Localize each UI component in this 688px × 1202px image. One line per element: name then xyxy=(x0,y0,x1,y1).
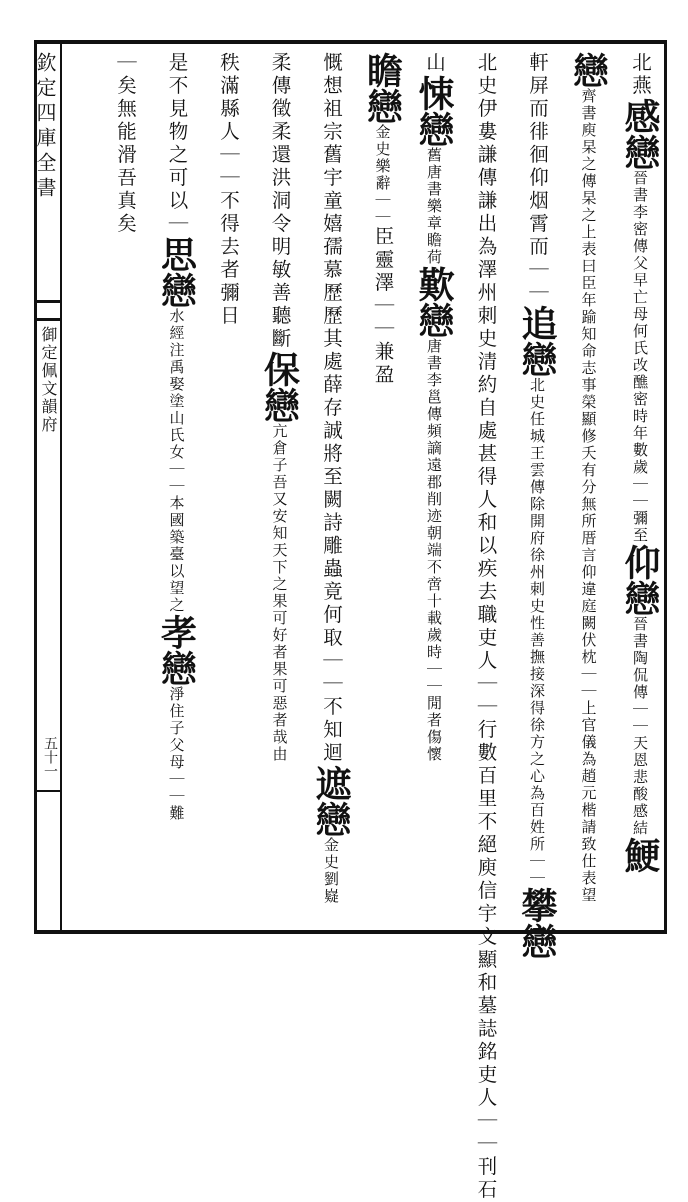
entry-citation: 晉書陶侃傳｜｜天恩悲酸感結 xyxy=(631,616,649,837)
folio-number: 五十一 xyxy=(42,736,58,778)
entry-heading: 思戀 xyxy=(155,236,198,308)
entry-heading: 攀戀 xyxy=(516,887,558,959)
entry-citation: 舊唐書樂章瞻荷 xyxy=(425,147,443,266)
entry-heading: 歎戀 xyxy=(413,266,455,338)
text-column xyxy=(155,52,198,924)
entry-heading: 仰戀 xyxy=(619,544,661,616)
entry-citation: 水經注禹娶塗山氏女｜｜本國築臺以望之 xyxy=(167,308,186,614)
entry-citation: 齊書庾杲之傳杲之上表曰臣年踰知命志事榮顯修夭有分無所厝言仰違庭闕伏枕｜｜上官儀為趙元楷請致仕表望 xyxy=(579,88,598,904)
text-column xyxy=(361,52,404,924)
entry-heading: 保戀 xyxy=(258,351,301,423)
entry-citation: 亢倉子吾又安知天下之果可好者果可惡者哉由 xyxy=(270,423,289,763)
entry-heading: 追戀 xyxy=(516,305,558,377)
entry-citation: 金史劉嶷 xyxy=(322,837,340,905)
entry-text: 柔傳徵柔還洪洞令明敏善聽斷 xyxy=(268,52,292,351)
entry-text: 臣靈澤｜｜兼盈 xyxy=(371,226,395,387)
entry-heading: 感戀 xyxy=(619,98,661,170)
entry-heading: 瞻戀 xyxy=(361,52,404,124)
entry-heading: 鯁 xyxy=(619,837,661,873)
entry-heading: 戀 xyxy=(567,52,610,88)
text-column xyxy=(258,52,301,924)
text-column xyxy=(567,52,610,924)
text-column xyxy=(413,52,455,924)
text-column xyxy=(210,52,246,924)
book-title: 御定佩文韻府 xyxy=(39,326,58,434)
bottom-border xyxy=(36,930,666,934)
entry-text: 軒屏而徘徊仰烟霄而｜｜ xyxy=(526,52,549,305)
entry-citation: 北史任城王雲傳除開府徐州刺史性善撫接深得徐方之心為百姓所｜｜ xyxy=(528,377,546,887)
right-border xyxy=(664,40,667,934)
entry-citation: 唐書李邕傳頻謫遠郡削迹朝端不啻十載歲時｜｜閒者傷懷 xyxy=(425,338,443,763)
entry-heading: 孝戀 xyxy=(155,614,198,686)
entry-heading: 遮戀 xyxy=(310,765,352,837)
text-column xyxy=(107,52,143,924)
folio-rule xyxy=(34,790,62,792)
entry-text: 北燕 xyxy=(629,52,652,98)
text-column xyxy=(516,52,558,959)
entry-citation: 金史樂辭｜｜ xyxy=(373,124,392,226)
text-column xyxy=(310,52,352,924)
entry-text: 慨想祖宗舊宇童嬉孺慕歷歷其處薛存誠將至闕詩雕蟲竟何取｜｜不知迴 xyxy=(320,52,343,765)
entry-text: 是不見物之可以｜ xyxy=(165,52,189,236)
margin-divider xyxy=(60,40,62,934)
entry-heading: 悚戀 xyxy=(413,75,455,147)
series-title: 欽定四庫全書 xyxy=(33,52,57,202)
top-border xyxy=(36,40,666,44)
entry-text: ｜矣無能滑吾真矣 xyxy=(114,52,137,236)
fishtail-upper-rule xyxy=(34,300,62,303)
fishtail-lower-rule xyxy=(34,318,62,321)
text-column xyxy=(468,52,504,1202)
text-column xyxy=(619,52,661,924)
entry-text: 秩滿縣人｜｜不得去者彌日 xyxy=(217,52,240,328)
entry-text: 北史伊婁謙傳謙出為澤州刺史清約自處甚得人和以疾去職吏人｜｜行數百里不絕庾信宇文顯和墓誌銘吏人｜｜刊石 xyxy=(474,52,498,1202)
entry-citation: 晉書李密傳父早亡母何氏改醮密時年數歲｜｜彌至 xyxy=(631,170,649,544)
entry-text: 山 xyxy=(423,52,446,75)
entry-citation: 淨住子父母｜｜難 xyxy=(167,686,186,822)
